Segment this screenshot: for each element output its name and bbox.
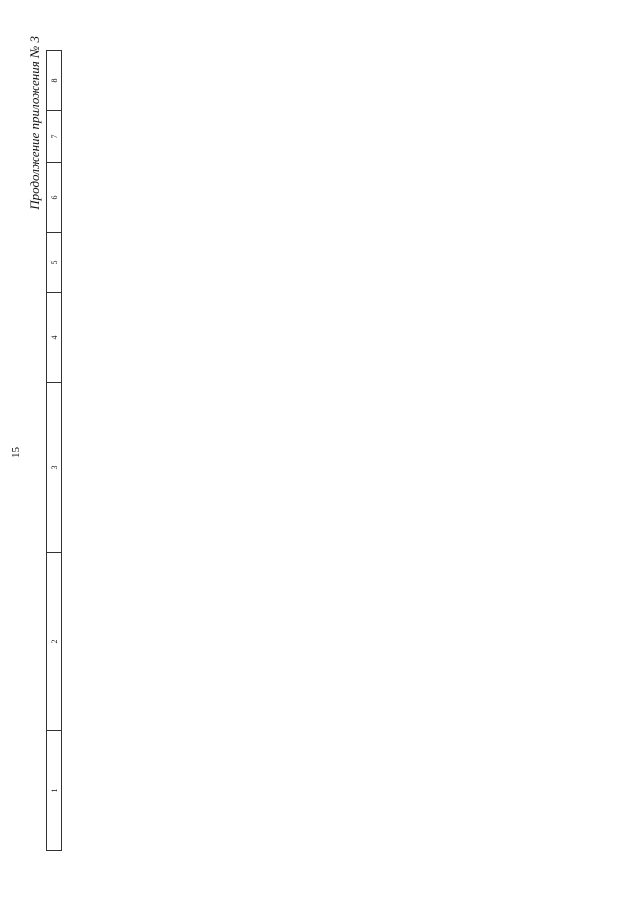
page-number: 15: [10, 447, 22, 458]
column-header-6: 6: [47, 163, 62, 233]
column-header-4: 4: [47, 293, 62, 383]
column-header-7: 7: [47, 111, 62, 163]
column-header-5: 5: [47, 233, 62, 293]
column-header-2: 2: [47, 553, 62, 731]
column-header-3: 3: [47, 383, 62, 553]
budget-table: [46, 50, 62, 851]
appendix-title: Продолжение приложения № 3: [27, 36, 42, 210]
table-header-row: [47, 51, 62, 851]
column-header-8: 8: [47, 51, 62, 111]
column-header-1: 1: [47, 731, 62, 851]
